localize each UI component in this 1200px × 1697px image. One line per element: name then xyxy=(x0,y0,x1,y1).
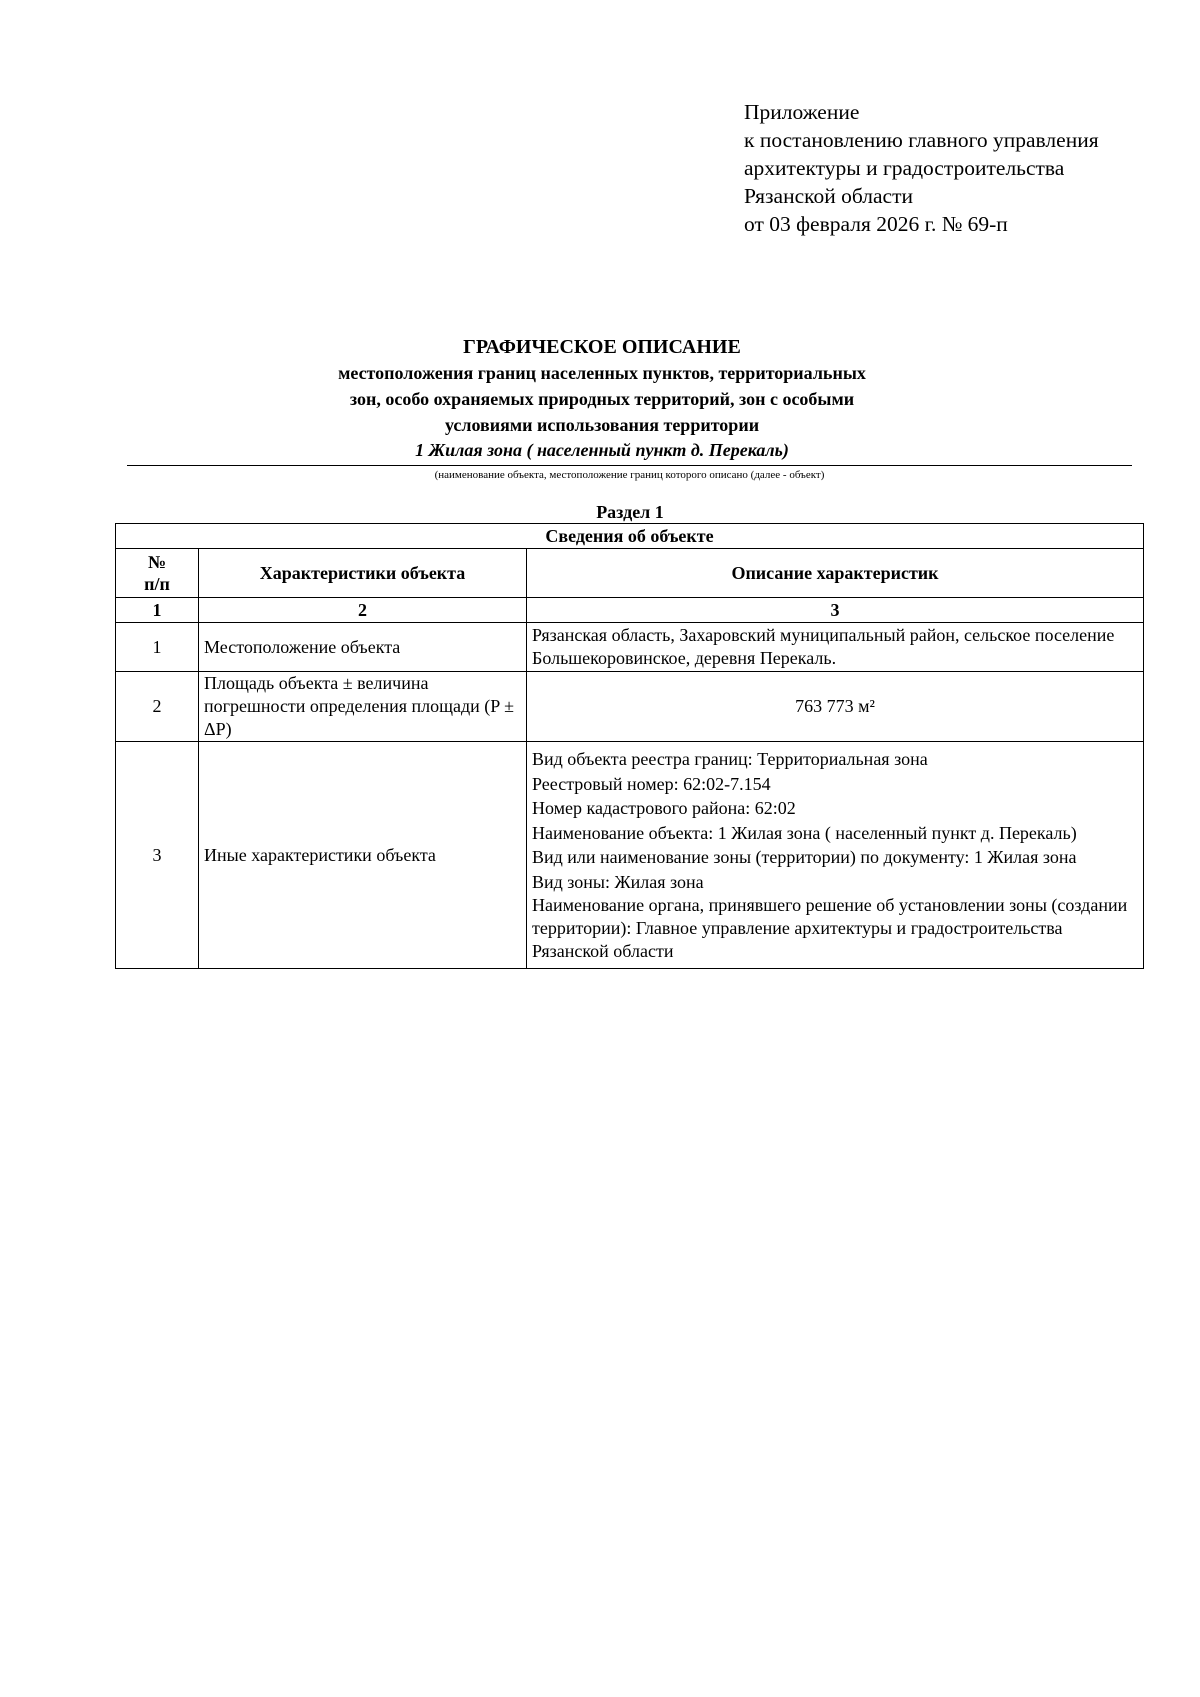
appendix-line: от 03 февраля 2026 г. № 69-п xyxy=(744,212,1008,236)
description-line: Вид или наименование зоны (территории) по документу: 1 Жилая зона xyxy=(532,847,1077,867)
description-line: Наименование объекта: 1 Жилая зона ( населенный пункт д. Перекаль) xyxy=(532,822,1077,843)
row-description xyxy=(527,742,1144,969)
table-row xyxy=(116,742,1144,969)
appendix-line: архитектуры и градостроительства xyxy=(744,156,1065,180)
appendix-line: Рязанской области xyxy=(744,184,913,208)
description-line: Реестровый номер: 62:02-7.154 xyxy=(532,773,771,794)
table-caption-row xyxy=(116,524,1144,549)
document-subtitle-line: условиями использования территории xyxy=(444,415,760,435)
description-line: Наименование органа, принявшего решение об установлении зоны (создании территории): Главное управление архитектуры и градостроительства Рязанской области xyxy=(532,895,1128,961)
row-characteristic: Площадь объекта ± величина погрешности определения площади (P ± ΔP) xyxy=(199,672,527,742)
appendix-line: Приложение xyxy=(744,100,860,124)
title-block xyxy=(120,334,1084,462)
row-number: 3 xyxy=(116,742,199,969)
row-characteristic: Местоположение объекта xyxy=(199,623,527,672)
appendix-line: к постановлению главного управления xyxy=(744,128,1099,152)
row-description: Рязанская область, Захаровский муниципальный район, сельское поселение Большекоровинское, деревня Перекаль. xyxy=(527,623,1144,672)
document-title: ГРАФИЧЕСКОЕ ОПИСАНИЕ xyxy=(463,336,741,358)
header-num-line: № xyxy=(147,552,167,572)
column-number-row xyxy=(116,598,1144,623)
object-name: 1 Жилая зона ( населенный пункт д. Перекаль) xyxy=(415,440,789,460)
appendix-block xyxy=(744,98,1099,238)
table-header-row xyxy=(116,549,1144,598)
row-number: 1 xyxy=(116,623,199,672)
table-row xyxy=(116,672,1144,742)
description-line: Вид объекта реестра границ: Территориальная зона xyxy=(532,749,928,769)
column-number: 2 xyxy=(199,598,527,623)
header-characteristic: Характеристики объекта xyxy=(199,549,527,598)
row-description: 763 773 м² xyxy=(527,672,1144,742)
object-name-underline xyxy=(127,465,1132,466)
description-line: Вид зоны: Жилая зона xyxy=(532,871,704,892)
column-number: 3 xyxy=(527,598,1144,623)
header-num xyxy=(116,549,199,598)
object-name-caption: (наименование объекта, местоположение границ которого описано (далее - объект) xyxy=(434,469,825,481)
section-heading: Раздел 1 xyxy=(596,502,664,522)
header-description: Описание характеристик xyxy=(527,549,1144,598)
table-row xyxy=(116,623,1144,672)
row-characteristic: Иные характеристики объекта xyxy=(199,742,527,969)
document-subtitle-line: местоположения границ населенных пунктов, территориальных xyxy=(338,363,866,383)
row-number: 2 xyxy=(116,672,199,742)
description-line: Номер кадастрового района: 62:02 xyxy=(532,798,796,818)
header-num-line: п/п xyxy=(144,574,170,594)
object-info-table xyxy=(115,523,1144,969)
document-subtitle-line: зон, особо охраняемых природных территорий, зон с особыми xyxy=(349,389,855,409)
table-caption: Сведения об объекте xyxy=(116,524,1144,549)
column-number: 1 xyxy=(116,598,199,623)
